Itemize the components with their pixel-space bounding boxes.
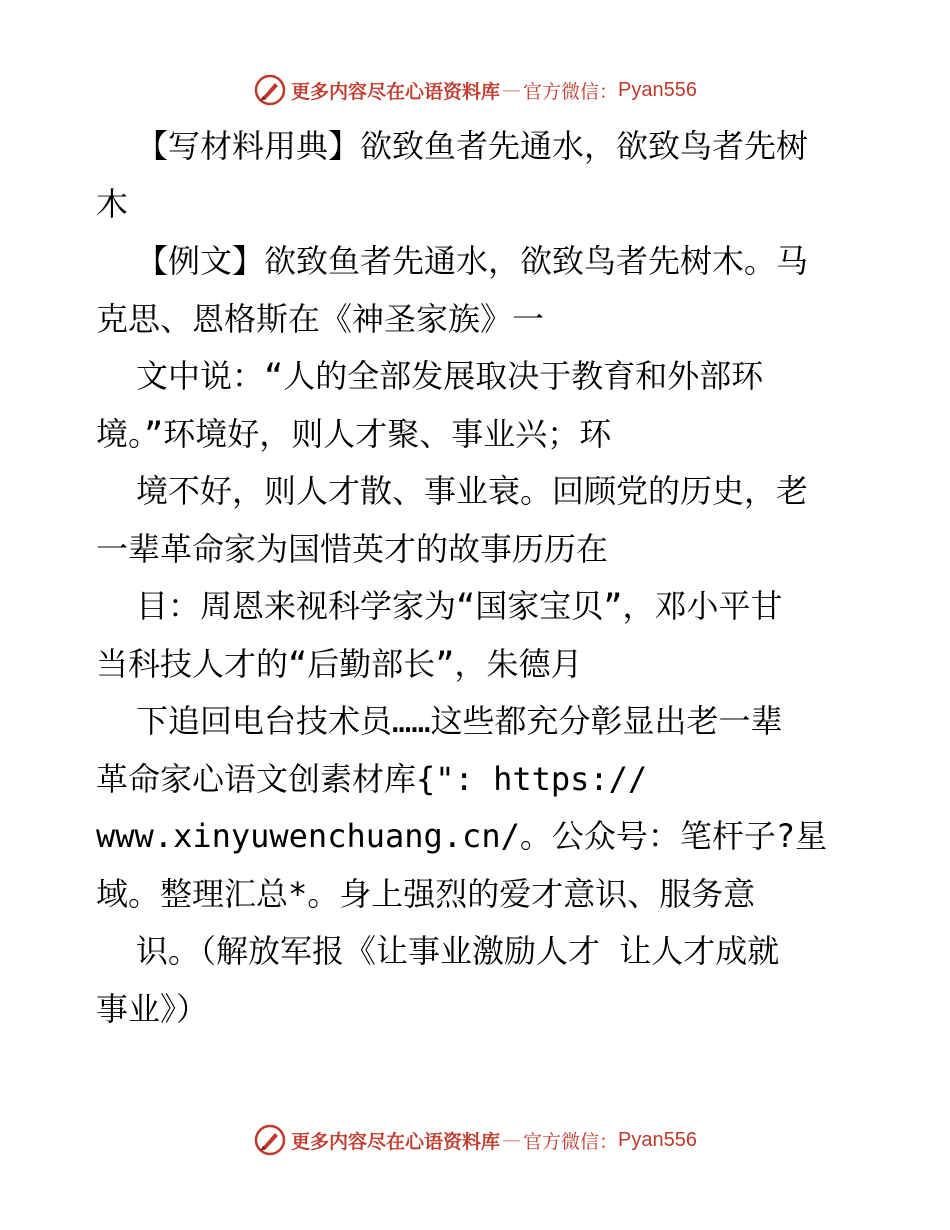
footer-watermark-banner — [0, 1120, 950, 1160]
banner-wechat-label: 官方微信： — [523, 80, 619, 103]
text-line: www.xinyuwenchuang.cn/。公众号：笔杆子?星 — [96, 817, 828, 855]
text-line: 境不好，则人才散、事业衰。回顾党的历史，老 — [136, 472, 809, 510]
banner-wechat-id: Pyan556 — [618, 1128, 697, 1151]
text-line: 克思、恩格斯在《神圣家族》一 — [96, 299, 545, 338]
document-body — [96, 118, 856, 1038]
text-line: 木 — [96, 184, 129, 223]
text-line: 域。整理汇总*。身上强烈的爱才意识、服务意 — [96, 874, 756, 913]
text-line: 识。（解放军报《让事业激励人才 让人才成就 — [136, 932, 780, 970]
banner-separator: — — [502, 79, 522, 101]
banner-main-text: 更多内容尽在心语资料库 — [291, 80, 501, 103]
banner-wechat-id: Pyan556 — [618, 78, 697, 101]
text-line: 事业》） — [96, 989, 209, 1028]
text-line: 当科技人才的“后勤部长”，朱德月 — [96, 644, 583, 683]
text-line: 境。”环境好，则人才聚、事业兴；环 — [96, 414, 612, 453]
text-line: 文中说：“人的全部发展取决于教育和外部环 — [136, 357, 764, 395]
text-line: 革命家心语文创素材库{": https:// — [96, 759, 648, 798]
header-watermark-banner — [0, 70, 950, 110]
banner-wechat-label: 官方微信： — [523, 1130, 619, 1153]
text-line: 下追回电台技术员……这些都充分彰显出老一辈 — [136, 702, 783, 740]
banner-separator: — — [502, 1129, 522, 1151]
pen-circle-logo-icon — [253, 73, 287, 107]
text-line: 目：周恩来视科学家为“国家宝贝”，邓小平甘 — [136, 587, 783, 625]
text-line: 【例文】欲致鱼者先通水，欲致鸟者先树木。马 — [136, 242, 809, 280]
pen-circle-logo-icon — [253, 1123, 287, 1157]
text-line: 【写材料用典】欲致鱼者先通水，欲致鸟者先树 — [136, 127, 809, 165]
banner-main-text: 更多内容尽在心语资料库 — [291, 1130, 501, 1153]
text-line: 一辈革命家为国惜英才的故事历历在 — [96, 529, 609, 568]
